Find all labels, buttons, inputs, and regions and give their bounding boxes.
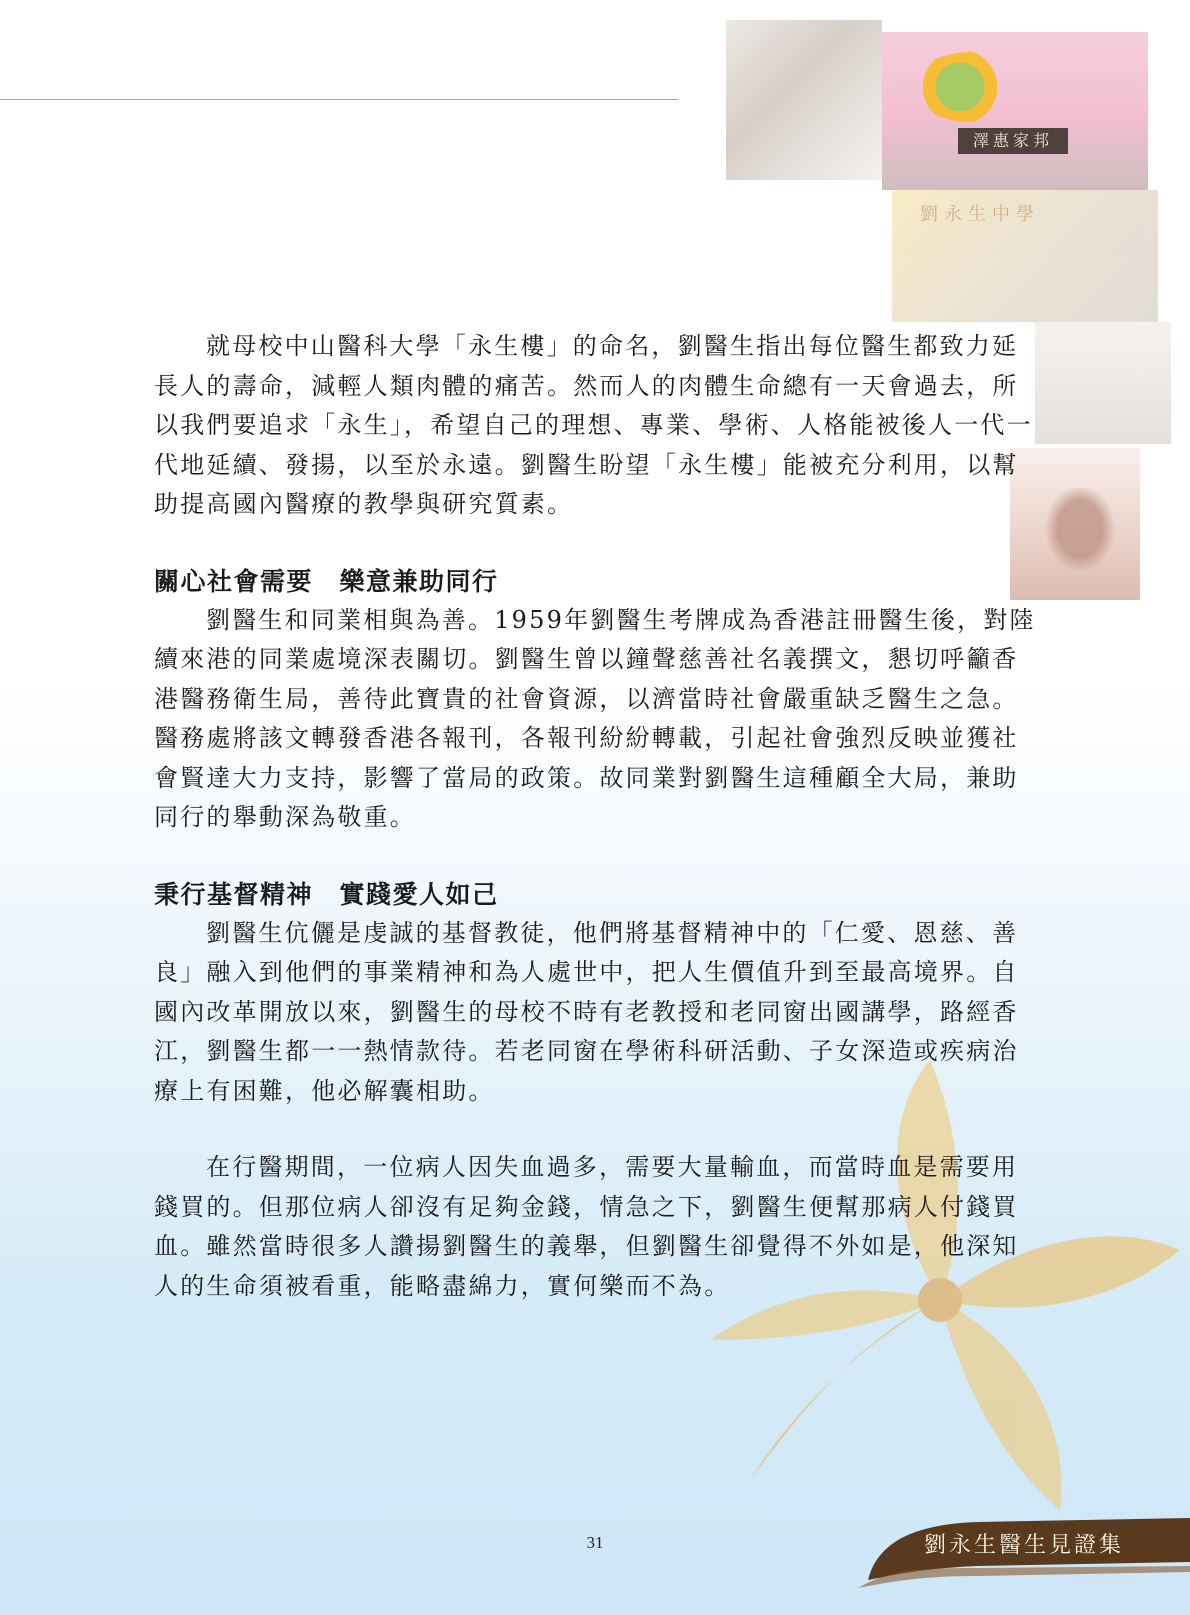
page-number: 31: [586, 1533, 604, 1552]
header-rule: [0, 99, 678, 100]
paragraph-blood-transfusion: 在行醫期間，一位病人因失血過多，需要大量輸血，而當時血是需要用錢買的。但那位病人卻沒有足夠金錢，情急之下，劉醫生便幫那病人付錢買血。雖然當時很多人讚揚劉醫生的義舉，但劉醫生卻覺得不外如是，他深知人的生命須被看重，能略盡綿力，實何樂而不為。: [154, 1153, 1019, 1300]
article-body: [154, 327, 1039, 1306]
emblem-logo: [912, 52, 1032, 122]
photo-handshake: [726, 20, 882, 180]
photo-group: [1035, 322, 1171, 444]
school-sign: 劉永生中學: [920, 204, 1040, 225]
plaque: 澤惠家邦: [958, 128, 1068, 154]
paragraph-christian-faith: 劉醫生伉儷是虔誠的基督教徒，他們將基督精神中的「仁愛、恩慈、善良」融入到他們的事業精神和為人處世中，把人生價值升到至最高境界。自國內改革開放以來，劉醫生的母校不時有老教授和老同窗出國講學，路經香江，劉醫生都一一熱情款待。若老同窗在學術科研活動、子女深造或疾病治療上有困難，他必解囊相助。: [154, 918, 1019, 1105]
horse-figure: [1040, 488, 1120, 578]
paragraph-help-colleagues: 劉醫生和同業相與為善。1959年劉醫生考牌成為香港註冊醫生後，對陸續來港的同業處境深表關切。劉醫生曾以鐘聲慈善社名義撰文，懇切呼籲香港醫務衛生局，善待此寶貴的社會資源，以濟當時社會嚴重缺乏醫生之急。醫務處將該文轉發香港各報刊，各報刊紛紛轉載，引起社會強烈反映並獲社會賢達大力支持，影響了當局的政策。故同業對劉醫生這種顧全大局，兼助同行的舉動深為敬重。: [154, 605, 1036, 831]
photo-ceremony: [882, 32, 1148, 190]
section-heading-social-care: 關心社會需要 樂意兼助同行: [154, 566, 499, 596]
photo-school-speech: [892, 190, 1158, 322]
paragraph-yongsheng-building: 就母校中山醫科大學「永生樓」的命名，劉醫生指出每位醫生都致力延長人的壽命，減輕人類肉體的痛苦。然而人的肉體生命總有一天會過去，所以我們要追求「永生」，希望自己的理想、專業、學術、人格能被後人一代一代地延續、發揚，以至於永遠。劉醫生盼望「永生樓」能被充分利用，以幫助提高國內醫療的教學與研究質素。: [154, 332, 1033, 518]
section-heading-christian-spirit: 秉行基督精神 實踐愛人如己: [154, 879, 499, 909]
book-title: 劉永生醫生見證集: [924, 1533, 1125, 1558]
